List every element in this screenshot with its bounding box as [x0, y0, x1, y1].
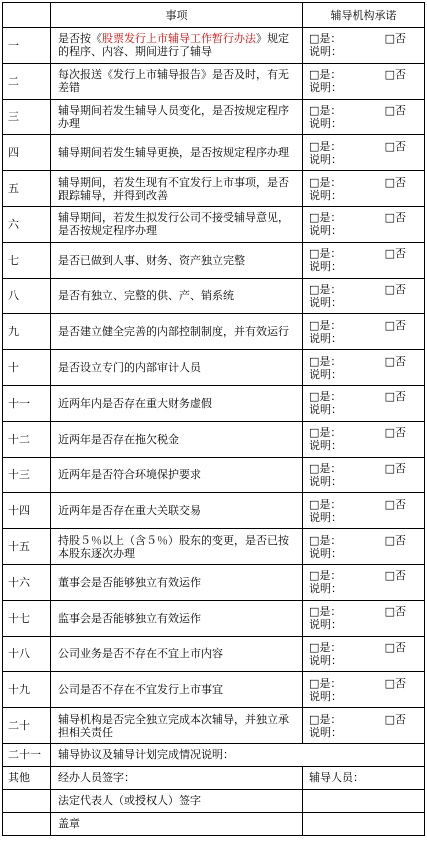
table-row [3, 600, 425, 636]
tutor-staff-label: 辅导人员： [303, 766, 425, 789]
row-number: 十八 [3, 636, 51, 672]
row-number: 十 [3, 350, 51, 386]
row-answer [303, 421, 425, 457]
no-checkbox: □否 [384, 497, 406, 511]
explain-label: 说明： [309, 689, 342, 703]
explain-label: 说明： [309, 725, 342, 739]
row-answer [303, 171, 425, 207]
table-row [3, 421, 425, 457]
row-item-text: 是否已做到人事、财务、资产独立完整 [51, 242, 303, 278]
row-answer [303, 457, 425, 493]
explain-label: 说明： [309, 331, 342, 345]
no-checkbox: □否 [384, 569, 406, 583]
explain-label: 说明： [309, 582, 342, 596]
row-item-text: 辅导期间若发生辅导更换，是否按规定程序办理 [51, 135, 303, 171]
row-answer [303, 278, 425, 314]
yes-checkbox: □是： [309, 569, 342, 583]
table-body [3, 28, 425, 836]
yes-checkbox: □是： [309, 712, 342, 726]
yes-checkbox: □是： [309, 32, 342, 46]
row-item-text: 持股５％以上（含５％）股东的变更，是否已按本股东逐次办理 [51, 529, 303, 565]
explain-label: 说明： [309, 81, 342, 95]
row-number: 九 [3, 314, 51, 350]
row-answer [303, 708, 425, 744]
row-answer [303, 63, 425, 99]
legal-rep-signature-cell [303, 789, 425, 812]
completion-summary-label: 辅导协议及辅导计划完成情况说明： [51, 743, 425, 766]
table-row [3, 493, 425, 529]
commitment-table [2, 2, 425, 836]
yes-checkbox: □是： [309, 247, 342, 261]
yes-checkbox: □是： [309, 282, 342, 296]
legal-rep-signature-label: 法定代表人（或授权人）签字 [51, 789, 303, 812]
seal-cell [303, 812, 425, 835]
row-item-text: 每次报送《发行上市辅导报告》是否及时，有无差错 [51, 63, 303, 99]
no-checkbox: □否 [384, 139, 406, 153]
table-row [3, 350, 425, 386]
header-commit: 辅导机构承诺 [303, 3, 425, 28]
no-checkbox: □否 [384, 390, 406, 404]
no-checkbox: □否 [384, 533, 406, 547]
explain-label: 说明： [309, 474, 342, 488]
yes-checkbox: □是： [309, 175, 342, 189]
yes-checkbox: □是： [309, 68, 342, 82]
explain-label: 说明： [309, 260, 342, 274]
regulation-link-text: 股票发行上市辅导工作暂行办法 [102, 32, 256, 46]
row-number: 七 [3, 242, 51, 278]
yes-checkbox: □是： [309, 139, 342, 153]
explain-label: 说明： [309, 224, 342, 238]
row-number: 十二 [3, 421, 51, 457]
row-answer [303, 314, 425, 350]
row-number: 二 [3, 63, 51, 99]
table-row-legal [3, 789, 425, 812]
row-answer [303, 564, 425, 600]
yes-checkbox: □是： [309, 605, 342, 619]
row-number [3, 789, 51, 812]
row-number: 十四 [3, 493, 51, 529]
row-number: 十五 [3, 529, 51, 565]
row-item-text: 董事会是否能够独立有效运作 [51, 564, 303, 600]
no-checkbox: □否 [384, 175, 406, 189]
yes-checkbox: □是： [309, 390, 342, 404]
table-row [3, 314, 425, 350]
row-item-text: 辅导期间，若发生现有不宜发行上市事项，是否跟踪辅导，并得到改善 [51, 171, 303, 207]
table-row-other [3, 766, 425, 789]
table-row [3, 171, 425, 207]
yes-checkbox: □是： [309, 103, 342, 117]
row-number: 六 [3, 206, 51, 242]
table-row [3, 457, 425, 493]
row-item-text: 是否按《股票发行上市辅导工作暂行办法》规定的程序、内容、期间进行了辅导 [51, 28, 303, 64]
no-checkbox: □否 [384, 461, 406, 475]
table-row [3, 99, 425, 135]
no-checkbox: □否 [384, 676, 406, 690]
no-checkbox: □否 [384, 605, 406, 619]
row-answer [303, 206, 425, 242]
explain-label: 说明： [309, 546, 342, 560]
seal-label: 盖章 [51, 812, 303, 835]
row-item-text: 是否建立健全完善的内部控制制度，并有效运行 [51, 314, 303, 350]
row-item-text: 近两年内是否存在重大财务虚假 [51, 385, 303, 421]
row-number: 其他 [3, 766, 51, 789]
row-number: 十三 [3, 457, 51, 493]
no-checkbox: □否 [384, 712, 406, 726]
row-answer [303, 135, 425, 171]
yes-checkbox: □是： [309, 533, 342, 547]
explain-label: 说明： [309, 152, 342, 166]
row-item-text: 辅导机构是否完全独立完成本次辅导，并独立承担相关责任 [51, 708, 303, 744]
table-row-21 [3, 743, 425, 766]
table-row [3, 672, 425, 708]
explain-label: 说明： [309, 653, 342, 667]
row-number: 十六 [3, 564, 51, 600]
header-item: 事项 [51, 3, 303, 28]
row-number: 一 [3, 28, 51, 64]
row-answer [303, 672, 425, 708]
explain-label: 说明： [309, 510, 342, 524]
row-item-text: 辅导期间若发生辅导人员变化，是否按规定程序办理 [51, 99, 303, 135]
row-answer [303, 350, 425, 386]
no-checkbox: □否 [384, 68, 406, 82]
row-answer [303, 493, 425, 529]
table-row [3, 564, 425, 600]
table-row [3, 63, 425, 99]
yes-checkbox: □是： [309, 640, 342, 654]
row-answer [303, 28, 425, 64]
no-checkbox: □否 [384, 282, 406, 296]
yes-checkbox: □是： [309, 354, 342, 368]
no-checkbox: □否 [384, 318, 406, 332]
table-row [3, 385, 425, 421]
row-item-text: 监事会是否能够独立有效运作 [51, 600, 303, 636]
no-checkbox: □否 [384, 426, 406, 440]
table-header-row [3, 3, 425, 28]
explain-label: 说明： [309, 295, 342, 309]
yes-checkbox: □是： [309, 676, 342, 690]
explain-label: 说明： [309, 439, 342, 453]
row-answer [303, 636, 425, 672]
row-number [3, 812, 51, 835]
header-num [3, 3, 51, 28]
table-row [3, 278, 425, 314]
row-answer [303, 99, 425, 135]
row-number: 二十一 [3, 743, 51, 766]
table-row [3, 28, 425, 64]
explain-label: 说明： [309, 116, 342, 130]
no-checkbox: □否 [384, 211, 406, 225]
table-row [3, 135, 425, 171]
row-item-text: 是否有独立、完整的供、产、销系统 [51, 278, 303, 314]
table-row [3, 708, 425, 744]
yes-checkbox: □是： [309, 211, 342, 225]
row-answer [303, 600, 425, 636]
yes-checkbox: □是： [309, 318, 342, 332]
row-item-text: 公司是否不存在不宜发行上市事宜 [51, 672, 303, 708]
table-row [3, 636, 425, 672]
explain-label: 说明： [309, 618, 342, 632]
yes-checkbox: □是： [309, 497, 342, 511]
table-row-seal [3, 812, 425, 835]
row-item-text: 近两年是否存在拖欠税金 [51, 421, 303, 457]
row-number: 十七 [3, 600, 51, 636]
table-row [3, 206, 425, 242]
no-checkbox: □否 [384, 640, 406, 654]
staff-signature-label: 经办人员签字： [51, 766, 303, 789]
row-item-text: 近两年是否符合环境保护要求 [51, 457, 303, 493]
row-item-text: 近两年是否存在重大关联交易 [51, 493, 303, 529]
row-item-text: 是否设立专门的内部审计人员 [51, 350, 303, 386]
row-number: 四 [3, 135, 51, 171]
row-number: 三 [3, 99, 51, 135]
explain-label: 说明： [309, 403, 342, 417]
row-answer [303, 529, 425, 565]
row-number: 五 [3, 171, 51, 207]
row-number: 十九 [3, 672, 51, 708]
explain-label: 说明： [309, 45, 342, 59]
no-checkbox: □否 [384, 32, 406, 46]
row-item-text: 辅导期间，若发生拟发行公司不接受辅导意见，是否按规定程序办理 [51, 206, 303, 242]
table-row [3, 529, 425, 565]
row-number: 八 [3, 278, 51, 314]
row-number: 二十 [3, 708, 51, 744]
row-answer [303, 242, 425, 278]
table-row [3, 242, 425, 278]
row-number: 十一 [3, 385, 51, 421]
no-checkbox: □否 [384, 103, 406, 117]
row-item-text: 公司业务是否不存在不宜上市内容 [51, 636, 303, 672]
no-checkbox: □否 [384, 247, 406, 261]
explain-label: 说明： [309, 188, 342, 202]
no-checkbox: □否 [384, 354, 406, 368]
yes-checkbox: □是： [309, 426, 342, 440]
explain-label: 说明： [309, 367, 342, 381]
yes-checkbox: □是： [309, 461, 342, 475]
row-answer [303, 385, 425, 421]
